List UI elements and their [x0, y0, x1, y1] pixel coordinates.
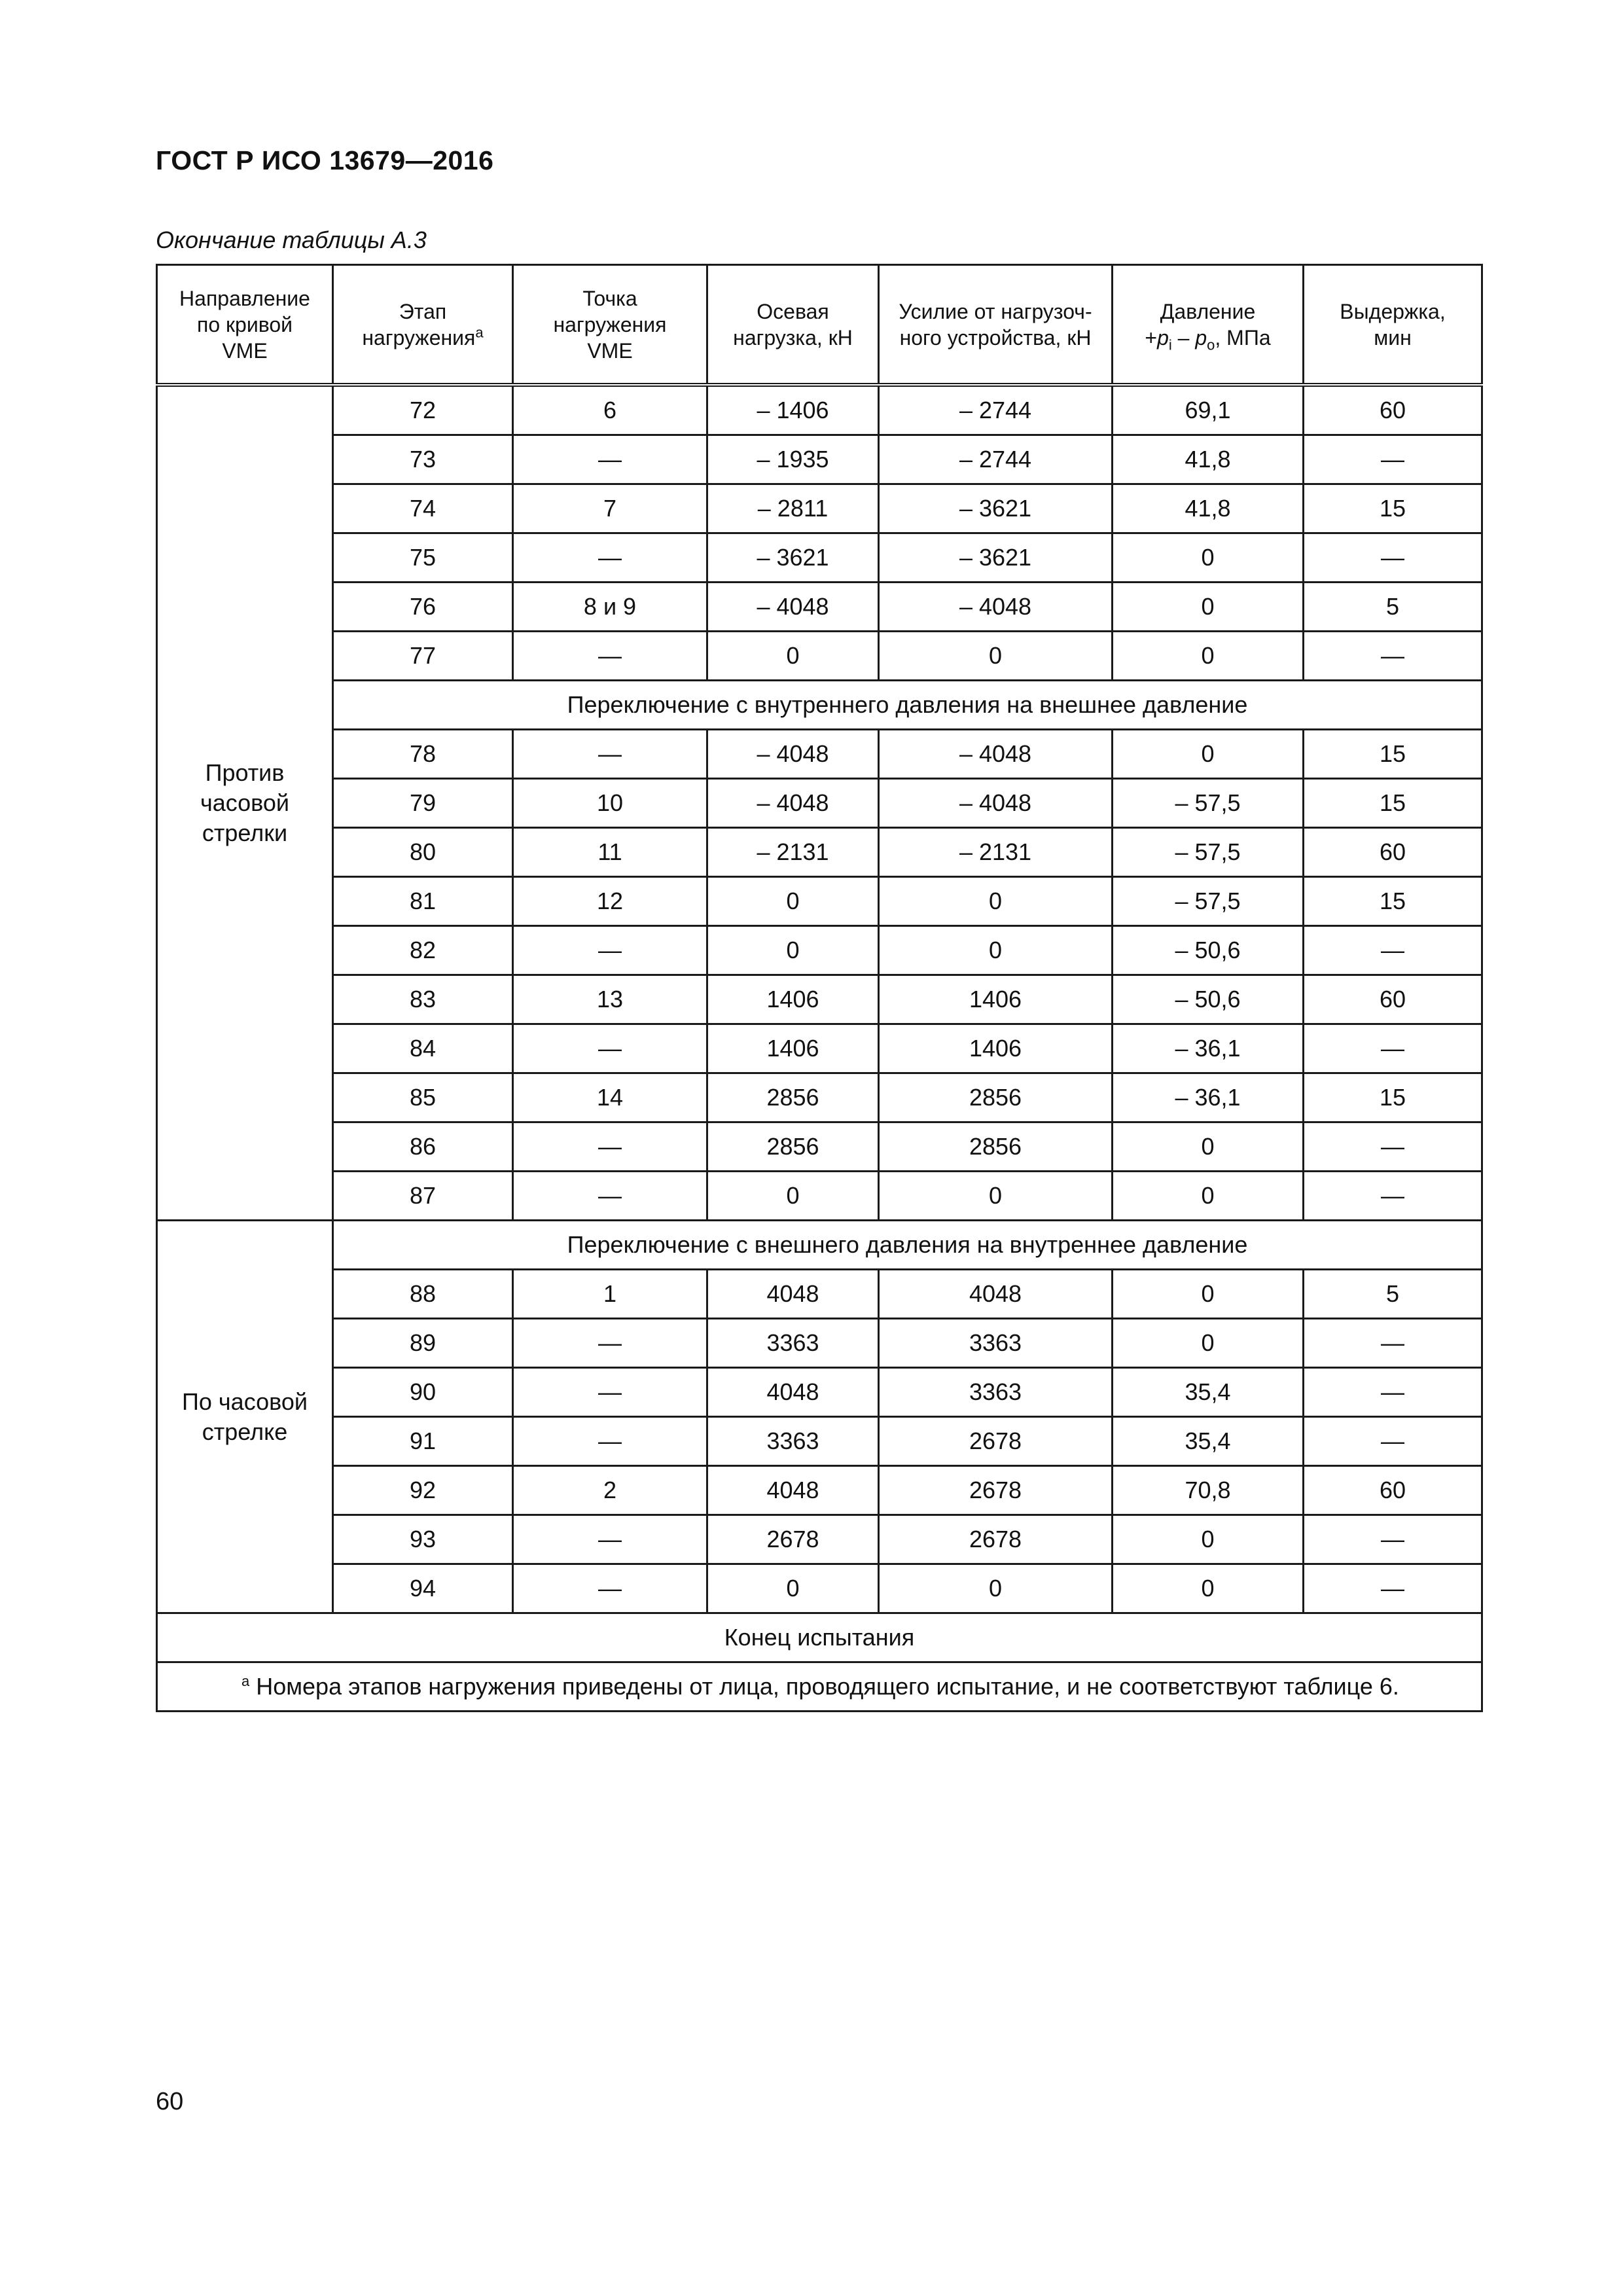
force-cell: 0 — [879, 1172, 1113, 1221]
point-cell: — — [513, 435, 707, 484]
axial-load-cell: 0 — [707, 632, 879, 681]
force-cell: – 3621 — [879, 484, 1113, 533]
hold-cell: — — [1304, 1417, 1482, 1466]
axial-load-cell: 4048 — [707, 1368, 879, 1417]
pressure-cell: 0 — [1113, 1122, 1304, 1172]
footnote-text: Номера этапов нагружения приведены от лица, проводящего испытание, и не соответствуют таблице 6. — [249, 1673, 1399, 1700]
point-cell: — — [513, 1417, 707, 1466]
table-row — [157, 1122, 1482, 1172]
table-row — [157, 385, 1482, 435]
column-header-pressure: Давление $+p_i - p_o$, МПа — [1113, 265, 1304, 386]
axial-load-cell: 1406 — [707, 1024, 879, 1073]
axial-load-cell: 0 — [707, 926, 879, 975]
point-cell: 10 — [513, 779, 707, 828]
point-cell: 7 — [513, 484, 707, 533]
stage-cell: 91 — [333, 1417, 513, 1466]
pressure-cell: 0 — [1113, 1172, 1304, 1221]
footnote-marker: a — [241, 1673, 250, 1689]
stage-cell: 85 — [333, 1073, 513, 1122]
table-row — [157, 1368, 1482, 1417]
pressure-cell: 0 — [1113, 1515, 1304, 1564]
stage-cell: 92 — [333, 1466, 513, 1515]
axial-load-cell: – 2811 — [707, 484, 879, 533]
pressure-cell: – 50,6 — [1113, 926, 1304, 975]
column-header-hold: Выдержка, мин — [1304, 265, 1482, 386]
column-header-direction: Направление по кривой VME — [157, 265, 333, 386]
hold-cell: 60 — [1304, 975, 1482, 1024]
direction-group-cell: Против часовой стрелки — [157, 385, 333, 1221]
hold-cell: — — [1304, 632, 1482, 681]
stage-cell: 93 — [333, 1515, 513, 1564]
stage-cell: 87 — [333, 1172, 513, 1221]
table-header-row — [157, 265, 1482, 386]
stage-cell: 80 — [333, 828, 513, 877]
pressure-cell: 0 — [1113, 1270, 1304, 1319]
pressure-cell: – 36,1 — [1113, 1073, 1304, 1122]
force-cell: 1406 — [879, 975, 1113, 1024]
table-row — [157, 926, 1482, 975]
document-header: ГОСТ Р ИСО 13679—2016 — [156, 145, 494, 175]
table-body — [157, 385, 1482, 1712]
force-cell: 4048 — [879, 1270, 1113, 1319]
axial-load-cell: – 1935 — [707, 435, 879, 484]
footnote-row — [157, 1662, 1482, 1712]
force-cell: – 2131 — [879, 828, 1113, 877]
hold-cell: — — [1304, 533, 1482, 583]
force-cell: 0 — [879, 877, 1113, 926]
table-row — [157, 877, 1482, 926]
axial-load-cell: 2678 — [707, 1515, 879, 1564]
pressure-cell: 0 — [1113, 632, 1304, 681]
stage-cell: 81 — [333, 877, 513, 926]
point-cell: 2 — [513, 1466, 707, 1515]
switch-row — [157, 1221, 1482, 1270]
force-cell: 1406 — [879, 1024, 1113, 1073]
table-row — [157, 435, 1482, 484]
force-cell: 2678 — [879, 1515, 1113, 1564]
column-header-axial-load: Осевая нагрузка, кН — [707, 265, 879, 386]
column-header-point: Точка нагружения VME — [513, 265, 707, 386]
point-cell: — — [513, 1368, 707, 1417]
table-row — [157, 1172, 1482, 1221]
hold-cell: 5 — [1304, 1270, 1482, 1319]
axial-load-cell: 3363 — [707, 1417, 879, 1466]
stage-cell: 82 — [333, 926, 513, 975]
axial-load-cell: 0 — [707, 1564, 879, 1613]
force-cell: – 2744 — [879, 385, 1113, 435]
hold-cell: 5 — [1304, 583, 1482, 632]
axial-load-cell: 0 — [707, 877, 879, 926]
axial-load-cell: 1406 — [707, 975, 879, 1024]
pressure-cell: 69,1 — [1113, 385, 1304, 435]
pressure-cell: 0 — [1113, 1319, 1304, 1368]
axial-load-cell: 3363 — [707, 1319, 879, 1368]
table-row — [157, 1417, 1482, 1466]
hold-cell: 60 — [1304, 385, 1482, 435]
axial-load-cell: – 4048 — [707, 779, 879, 828]
stage-cell: 79 — [333, 779, 513, 828]
table-row — [157, 779, 1482, 828]
hold-cell: 15 — [1304, 730, 1482, 779]
table-row — [157, 1319, 1482, 1368]
table-row — [157, 1270, 1482, 1319]
hold-cell: — — [1304, 435, 1482, 484]
axial-load-cell: 4048 — [707, 1270, 879, 1319]
table-row — [157, 484, 1482, 533]
stage-cell: 83 — [333, 975, 513, 1024]
point-cell: — — [513, 1515, 707, 1564]
pressure-cell: 0 — [1113, 533, 1304, 583]
hold-cell: 15 — [1304, 484, 1482, 533]
force-cell: – 3621 — [879, 533, 1113, 583]
point-cell: — — [513, 1564, 707, 1613]
table-row — [157, 828, 1482, 877]
point-cell: — — [513, 1024, 707, 1073]
point-cell: 8 и 9 — [513, 583, 707, 632]
pressure-cell: 0 — [1113, 730, 1304, 779]
hold-cell: — — [1304, 1122, 1482, 1172]
pressure-cell: 41,8 — [1113, 484, 1304, 533]
hold-cell: — — [1304, 1172, 1482, 1221]
pressure-cell: 0 — [1113, 583, 1304, 632]
point-cell: 11 — [513, 828, 707, 877]
point-cell: — — [513, 1122, 707, 1172]
axial-load-cell: – 4048 — [707, 583, 879, 632]
direction-group-cell: По часовой стрелке — [157, 1221, 333, 1613]
stage-cell: 78 — [333, 730, 513, 779]
point-cell: — — [513, 730, 707, 779]
table-row — [157, 1073, 1482, 1122]
page-number: 60 — [156, 2088, 184, 2115]
force-cell: 2678 — [879, 1466, 1113, 1515]
table-row — [157, 1466, 1482, 1515]
stage-cell: 89 — [333, 1319, 513, 1368]
stage-cell: 74 — [333, 484, 513, 533]
axial-load-cell: – 1406 — [707, 385, 879, 435]
force-cell: 0 — [879, 926, 1113, 975]
force-cell: – 4048 — [879, 779, 1113, 828]
end-row — [157, 1613, 1482, 1662]
pressure-cell: – 57,5 — [1113, 828, 1304, 877]
point-cell: — — [513, 632, 707, 681]
table-row — [157, 1564, 1482, 1613]
pressure-cell: – 57,5 — [1113, 877, 1304, 926]
pressure-cell: 35,4 — [1113, 1368, 1304, 1417]
hold-cell: — — [1304, 926, 1482, 975]
switch-note: Переключение с внутреннего давления на внешнее давление — [333, 681, 1482, 730]
stage-cell: 88 — [333, 1270, 513, 1319]
table-row — [157, 1515, 1482, 1564]
axial-load-cell: – 2131 — [707, 828, 879, 877]
switch-row — [157, 681, 1482, 730]
force-cell: – 2744 — [879, 435, 1113, 484]
force-cell: 2678 — [879, 1417, 1113, 1466]
axial-load-cell: – 3621 — [707, 533, 879, 583]
point-cell: 6 — [513, 385, 707, 435]
hold-cell: 15 — [1304, 779, 1482, 828]
table-row — [157, 730, 1482, 779]
point-cell: 13 — [513, 975, 707, 1024]
stage-cell: 84 — [333, 1024, 513, 1073]
switch-note: Переключение с внешнего давления на внутреннее давление — [333, 1221, 1482, 1270]
stage-cell: 86 — [333, 1122, 513, 1172]
hold-cell: 15 — [1304, 877, 1482, 926]
stage-cell: 77 — [333, 632, 513, 681]
column-header-stage: Этап нагружения$^a$ — [333, 265, 513, 386]
force-cell: 0 — [879, 1564, 1113, 1613]
force-cell: 3363 — [879, 1368, 1113, 1417]
force-cell: 2856 — [879, 1073, 1113, 1122]
hold-cell: — — [1304, 1515, 1482, 1564]
hold-cell: — — [1304, 1024, 1482, 1073]
axial-load-cell: 2856 — [707, 1122, 879, 1172]
pressure-cell: 35,4 — [1113, 1417, 1304, 1466]
table-row — [157, 632, 1482, 681]
axial-load-cell: 4048 — [707, 1466, 879, 1515]
axial-load-cell: 0 — [707, 1172, 879, 1221]
pressure-cell: – 57,5 — [1113, 779, 1304, 828]
pressure-cell: 41,8 — [1113, 435, 1304, 484]
footnote-cell — [157, 1662, 1482, 1712]
column-header-force: Усилие от нагрузоч- ного устройства, кН — [879, 265, 1113, 386]
force-cell: 2856 — [879, 1122, 1113, 1172]
table-row — [157, 533, 1482, 583]
hold-cell: 60 — [1304, 1466, 1482, 1515]
stage-cell: 75 — [333, 533, 513, 583]
force-cell: 0 — [879, 632, 1113, 681]
point-cell: 1 — [513, 1270, 707, 1319]
force-cell: 3363 — [879, 1319, 1113, 1368]
axial-load-cell: 2856 — [707, 1073, 879, 1122]
pressure-cell: – 36,1 — [1113, 1024, 1304, 1073]
hold-cell: 60 — [1304, 828, 1482, 877]
stage-cell: 90 — [333, 1368, 513, 1417]
stage-cell: 94 — [333, 1564, 513, 1613]
pressure-cell: – 50,6 — [1113, 975, 1304, 1024]
pressure-cell: 0 — [1113, 1564, 1304, 1613]
hold-cell: — — [1304, 1564, 1482, 1613]
table-row — [157, 583, 1482, 632]
point-cell: — — [513, 1172, 707, 1221]
axial-load-cell: – 4048 — [707, 730, 879, 779]
table-caption: Окончание таблицы А.3 — [156, 226, 427, 253]
point-cell: — — [513, 533, 707, 583]
point-cell: — — [513, 1319, 707, 1368]
pressure-cell: 70,8 — [1113, 1466, 1304, 1515]
point-cell: 14 — [513, 1073, 707, 1122]
end-of-test-cell: Конец испытания — [157, 1613, 1482, 1662]
table-row — [157, 1024, 1482, 1073]
hold-cell: 15 — [1304, 1073, 1482, 1122]
stage-cell: 73 — [333, 435, 513, 484]
force-cell: – 4048 — [879, 730, 1113, 779]
stage-cell: 76 — [333, 583, 513, 632]
hold-cell: — — [1304, 1319, 1482, 1368]
point-cell: — — [513, 926, 707, 975]
footnote-marker: a — [475, 323, 484, 340]
load-steps-table — [156, 264, 1483, 1712]
point-cell: 12 — [513, 877, 707, 926]
stage-cell: 72 — [333, 385, 513, 435]
hold-cell: — — [1304, 1368, 1482, 1417]
table-row — [157, 975, 1482, 1024]
force-cell: – 4048 — [879, 583, 1113, 632]
